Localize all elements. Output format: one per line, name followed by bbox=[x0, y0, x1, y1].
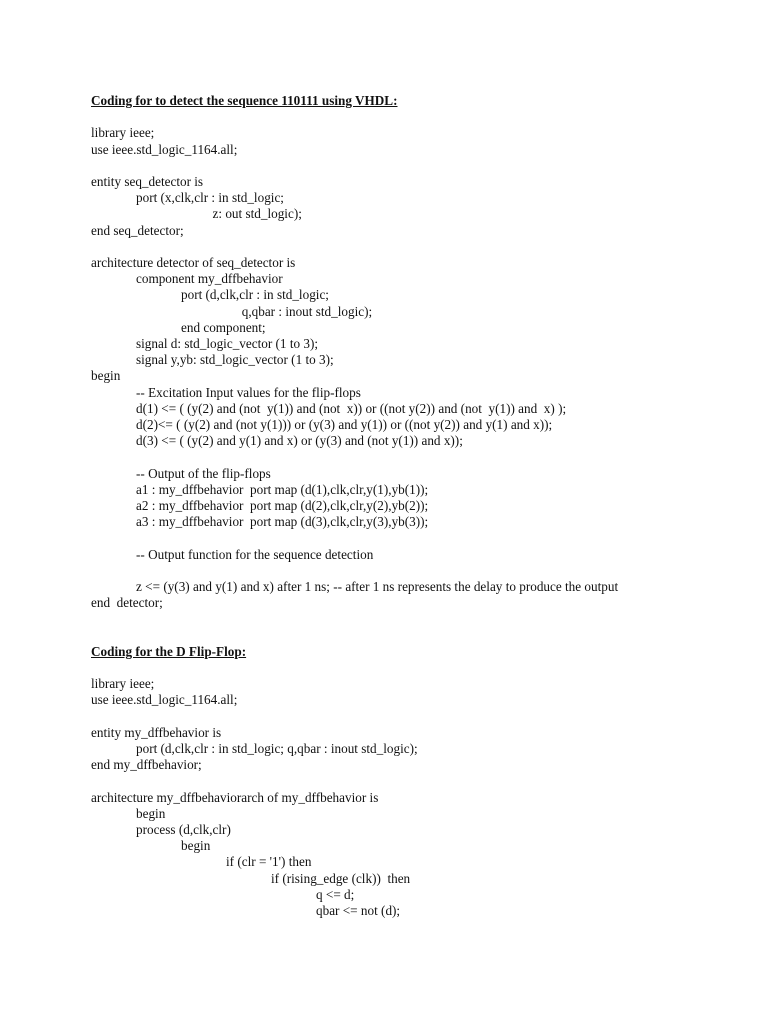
code-line: if (clr = '1') then bbox=[226, 854, 312, 870]
code-line: qbar <= not (d); bbox=[316, 903, 401, 918]
code-line: entity my_dffbehavior is bbox=[91, 724, 222, 740]
section-heading: Coding for to detect the sequence 110111 using VHDL: bbox=[91, 93, 398, 108]
code-line: z <= (y(3) and y(1) and x) after 1 ns; -- after 1 ns represents the delay to produce the output bbox=[136, 579, 619, 594]
code-line: q <= d; bbox=[316, 886, 355, 902]
code-line: end my_dffbehavior; bbox=[91, 757, 202, 773]
code-line: use ieee.std_logic_1164.all; bbox=[91, 141, 238, 157]
code-line: a3 : my_dffbehavior port map (d(3),clk,clr,y(3),yb(3)); bbox=[136, 514, 429, 530]
code-line: end component; bbox=[181, 319, 266, 335]
code-line: z: out std_logic); bbox=[212, 206, 302, 222]
code-line: library ieee; bbox=[91, 676, 155, 692]
code-line: signal d: std_logic_vector (1 to 3); bbox=[136, 336, 319, 351]
code-line: a1 : my_dffbehavior port map (d(1),clk,clr,y(1),yb(1)); bbox=[136, 481, 429, 497]
code-line: begin bbox=[181, 838, 211, 854]
code-line: -- Output of the flip-flops bbox=[136, 465, 271, 481]
code-line: d(1) <= ( (y(2) and (not y(1)) and (not x)) or ((not y(2)) and (not y(1)) and x) ); bbox=[136, 400, 567, 416]
code-line: use ieee.std_logic_1164.all; bbox=[91, 692, 238, 708]
section-heading: Coding for the D Flip-Flop: bbox=[91, 643, 247, 659]
code-line: end detector; bbox=[91, 595, 163, 611]
code-line: q,qbar : inout std_logic); bbox=[241, 303, 373, 319]
code-line: a2 : my_dffbehavior port map (d(2),clk,clr,y(2),yb(2)); bbox=[136, 498, 429, 513]
code-line: port (d,clk,clr : in std_logic; q,qbar : inout std_logic); bbox=[136, 741, 418, 756]
code-line: library ieee; bbox=[91, 125, 155, 141]
code-line: if (rising_edge (clk)) then bbox=[271, 870, 411, 886]
code-line: end seq_detector; bbox=[91, 222, 184, 238]
code-line: architecture detector of seq_detector is bbox=[91, 255, 296, 270]
code-line: port (d,clk,clr : in std_logic; bbox=[181, 287, 329, 303]
code-line: process (d,clk,clr) bbox=[136, 822, 231, 837]
code-line: d(2)<= ( (y(2) and (not y(1))) or (y(3) and y(1)) or ((not y(2)) and y(1) and x)); bbox=[136, 417, 553, 432]
code-line: architecture my_dffbehaviorarch of my_dffbehavior is bbox=[91, 789, 379, 805]
code-line: begin bbox=[136, 805, 166, 821]
code-line: d(3) <= ( (y(2) and y(1) and x) or (y(3) and (not y(1)) and x)); bbox=[136, 433, 463, 449]
code-line: -- Output function for the sequence detection bbox=[136, 546, 374, 562]
code-line: -- Excitation Input values for the flip-flops bbox=[136, 384, 361, 400]
code-line: entity seq_detector is bbox=[91, 174, 204, 189]
code-line: begin bbox=[91, 368, 121, 384]
code-line: signal y,yb: std_logic_vector (1 to 3); bbox=[136, 352, 334, 368]
code-line: component my_dffbehavior bbox=[136, 271, 283, 287]
code-line: port (x,clk,clr : in std_logic; bbox=[136, 190, 284, 206]
